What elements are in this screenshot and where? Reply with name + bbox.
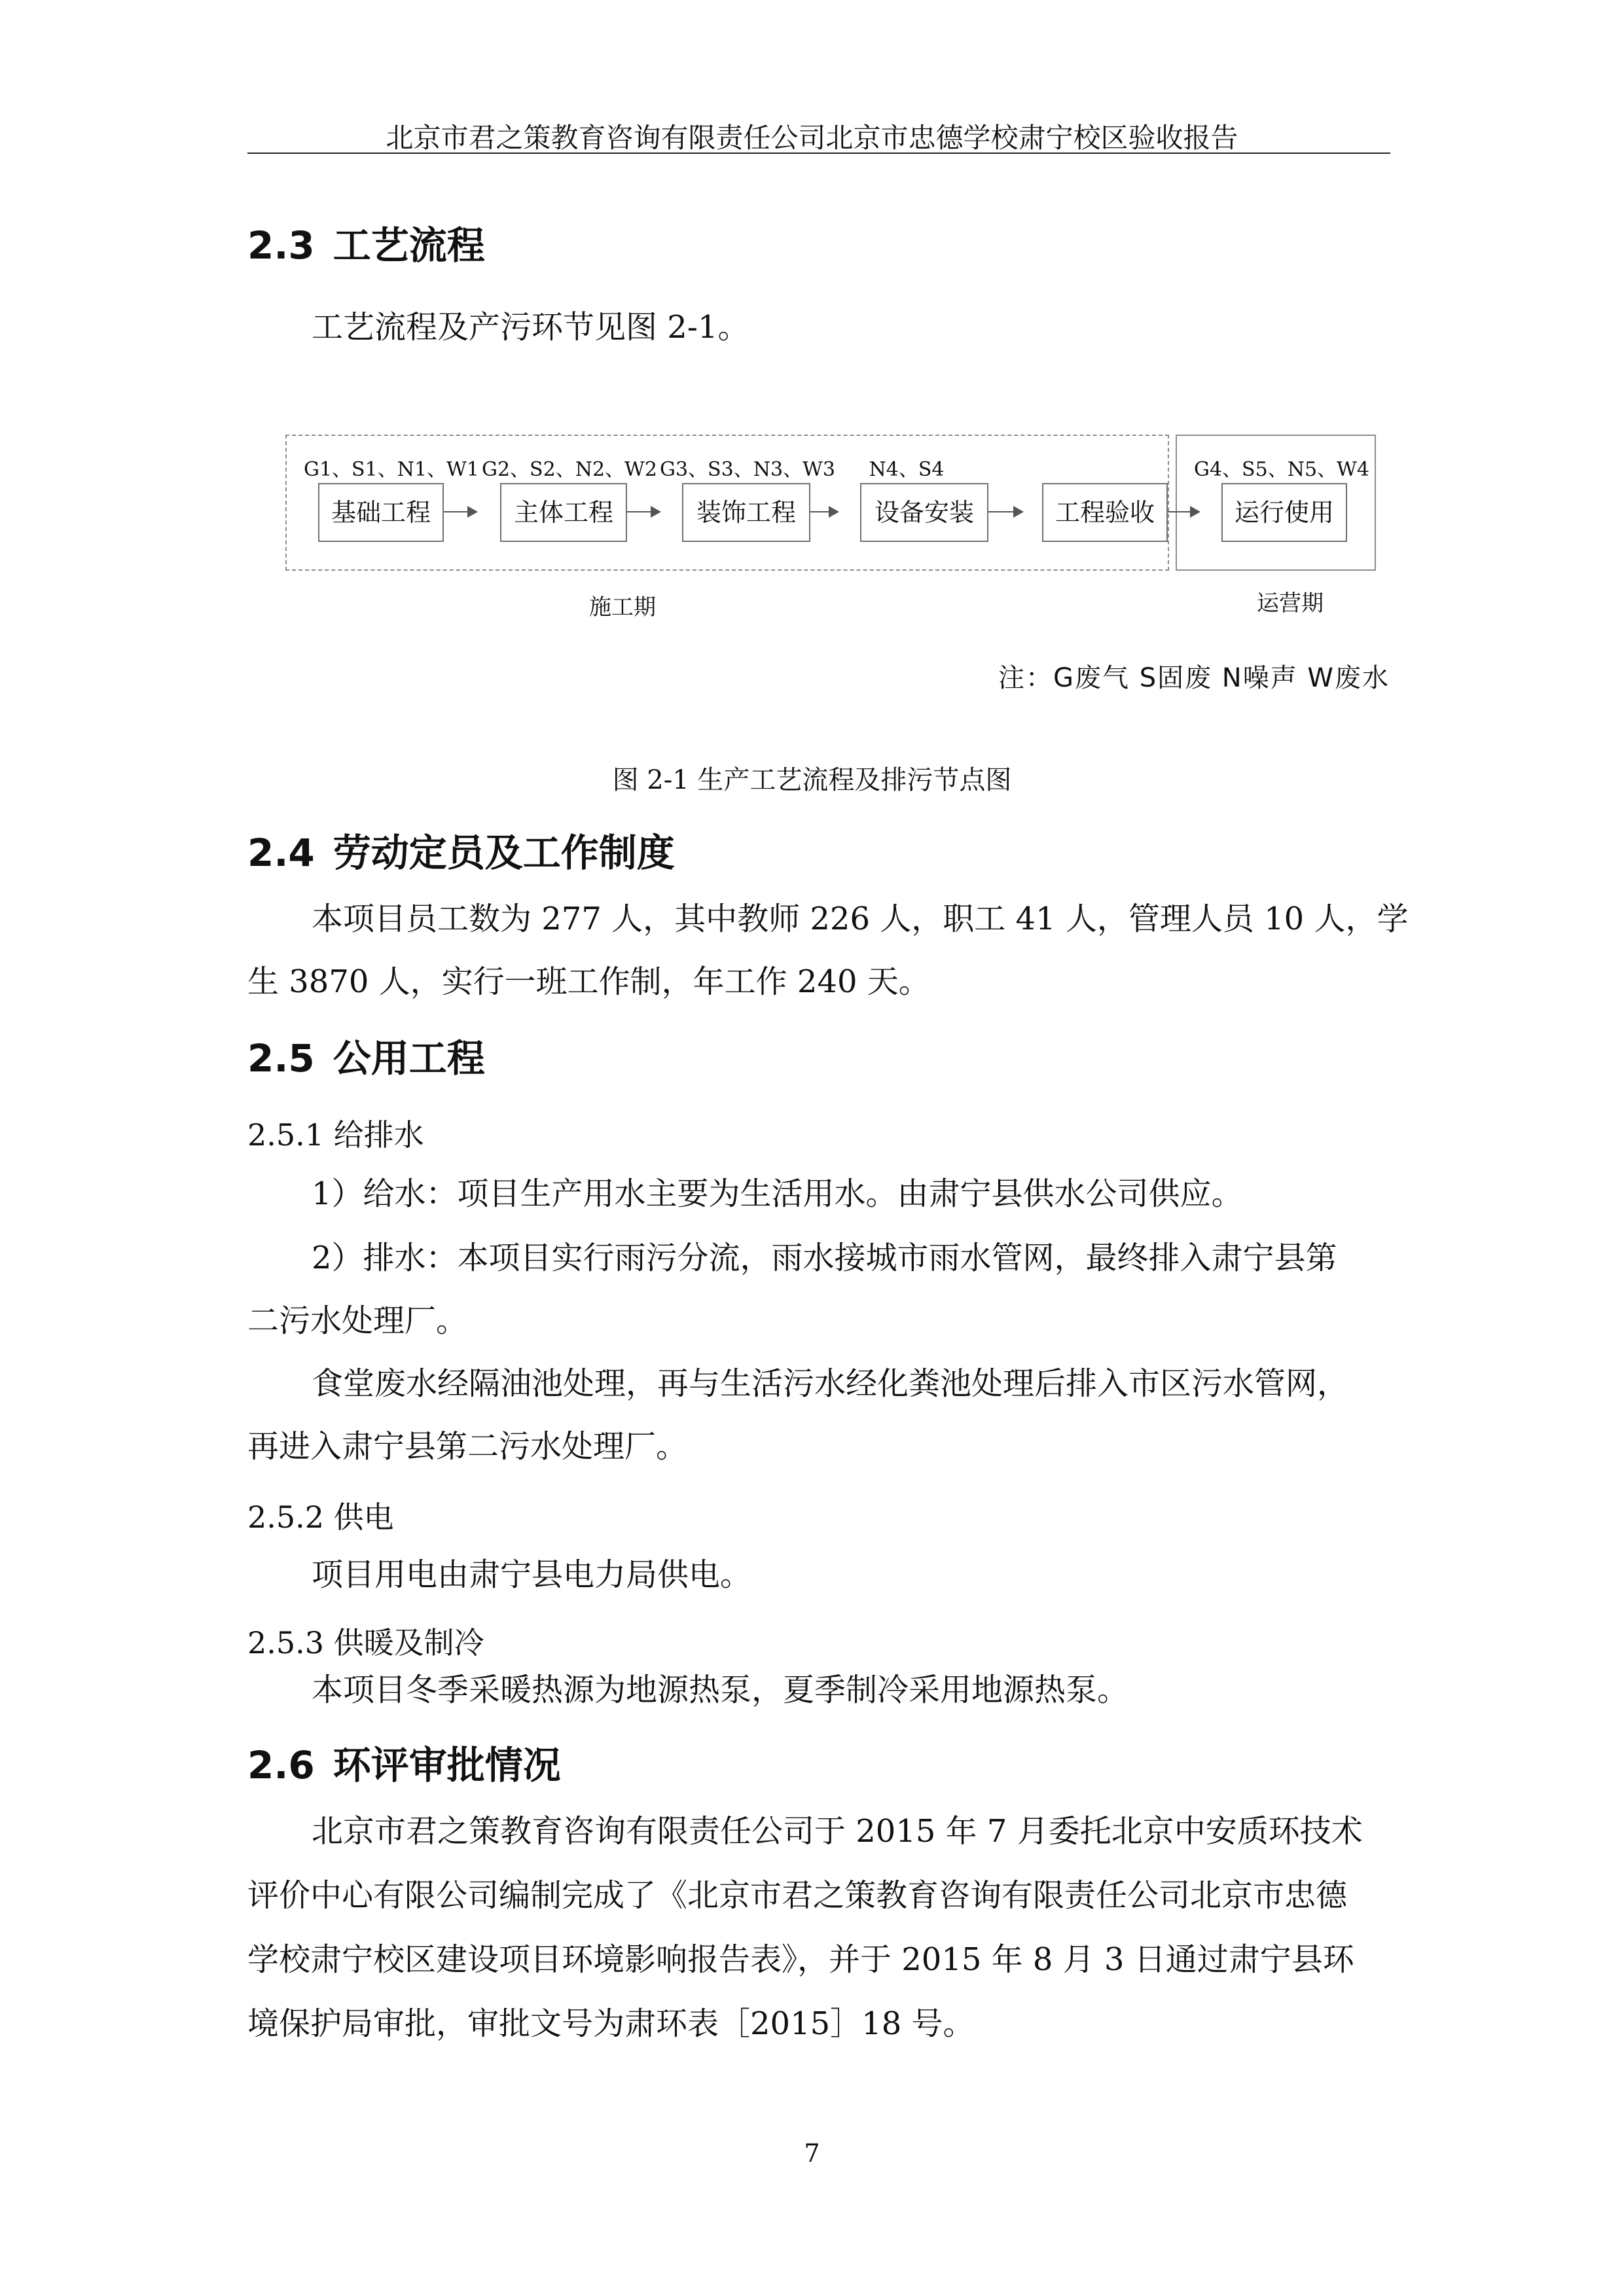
arrow-3 [810, 511, 838, 512]
paragraph-water-supply: 1）给水：项目生产用水主要为生活用水。由肃宁县供水公司供应。 [312, 1175, 1243, 1212]
section-title: 环评审批情况 [333, 1743, 561, 1787]
paragraph-eia-line1: 北京市君之策教育咨询有限责任公司于 2015 年 7 月委托北京中安质环技术 [312, 1813, 1363, 1850]
section-number: 2.5 [247, 1036, 315, 1081]
pollutant-label-4: N4、S4 [869, 458, 945, 481]
step-acceptance: 工程验收 [1042, 483, 1168, 542]
header-rule [247, 152, 1390, 154]
arrow-2 [627, 511, 660, 512]
paragraph-wastewater-line2: 再进入肃宁县第二污水处理厂。 [247, 1428, 688, 1465]
paragraph-wastewater-line1: 食堂废水经隔油池处理，再与生活污水经化粪池处理后排入市区污水管网， [312, 1365, 1349, 1402]
arrow-1 [444, 511, 477, 512]
paragraph-drainage-line2: 二污水处理厂。 [247, 1302, 468, 1339]
section-title: 劳动定员及工作制度 [333, 831, 675, 875]
paragraph-eia-line3: 学校肃宁校区建设项目环境影响报告表》，并于 2015 年 8 月 3 日通过肃宁县环 [247, 1941, 1354, 1978]
pollutant-label-1: G1、S1、N1、W1 [304, 458, 479, 481]
step-decoration: 装饰工程 [682, 483, 810, 542]
phase-label-construction: 施工期 [589, 594, 656, 620]
subsection-heading-2-5-3: 2.5.3 供暖及制冷 [247, 1625, 484, 1660]
pollutant-label-6: G4、S5、N5、W4 [1194, 458, 1369, 481]
step-equipment-install: 设备安装 [860, 483, 988, 542]
section-number: 2.6 [247, 1743, 315, 1787]
paragraph-drainage-line1: 2）排水：本项目实行雨污分流，雨水接城市雨水管网，最终排入肃宁县第 [312, 1240, 1337, 1276]
subsection-heading-2-5-1: 2.5.1 给排水 [247, 1117, 424, 1153]
section-number: 2.4 [247, 831, 315, 875]
section-title: 公用工程 [333, 1036, 485, 1081]
section-title: 工艺流程 [333, 223, 485, 268]
paragraph-eia-line4: 境保护局审批，审批文号为肃环表［2015］18 号。 [247, 2005, 975, 2042]
section-number: 2.3 [247, 223, 315, 268]
paragraph-power: 项目用电由肃宁县电力局供电。 [312, 1556, 752, 1593]
running-header: 北京市君之策教育咨询有限责任公司北京市忠德学校肃宁校区验收报告 [386, 122, 1238, 154]
section-heading-2-4 [247, 822, 675, 877]
pollutant-label-2: G2、S2、N2、W2 [482, 458, 657, 481]
section-heading-2-6 [247, 1734, 561, 1789]
subsection-heading-2-5-2: 2.5.2 供电 [247, 1499, 394, 1535]
section-heading-2-3 [247, 215, 485, 270]
step-operation: 运行使用 [1221, 483, 1347, 542]
paragraph-staff-line2: 生 3870 人，实行一班工作制，年工作 240 天。 [247, 963, 930, 1000]
arrow-5 [1168, 511, 1199, 512]
page-number: 7 [804, 2139, 820, 2168]
step-main-structure: 主体工程 [500, 483, 627, 542]
figure-caption: 图 2-1 生产工艺流程及排污节点图 [612, 765, 1012, 795]
diagram-note: 注：G废气 S固废 N噪声 W废水 [998, 663, 1390, 693]
process-flow-diagram [285, 435, 1392, 624]
paragraph-eia-line2: 评价中心有限公司编制完成了《北京市君之策教育咨询有限责任公司北京市忠德 [247, 1877, 1348, 1914]
phase-label-operation: 运营期 [1257, 590, 1324, 617]
step-foundation: 基础工程 [318, 483, 444, 542]
paragraph-intro: 工艺流程及产污环节见图 2-1。 [312, 309, 749, 346]
paragraph-heating-cooling: 本项目冬季采暖热源为地源热泵，夏季制冷采用地源热泵。 [312, 1672, 1129, 1708]
arrow-4 [988, 511, 1022, 512]
paragraph-staff-line1: 本项目员工数为 277 人，其中教师 226 人，职工 41 人，管理人员 10 人，学 [312, 901, 1409, 937]
section-heading-2-5 [247, 1028, 485, 1083]
pollutant-label-3: G3、S3、N3、W3 [660, 458, 835, 481]
